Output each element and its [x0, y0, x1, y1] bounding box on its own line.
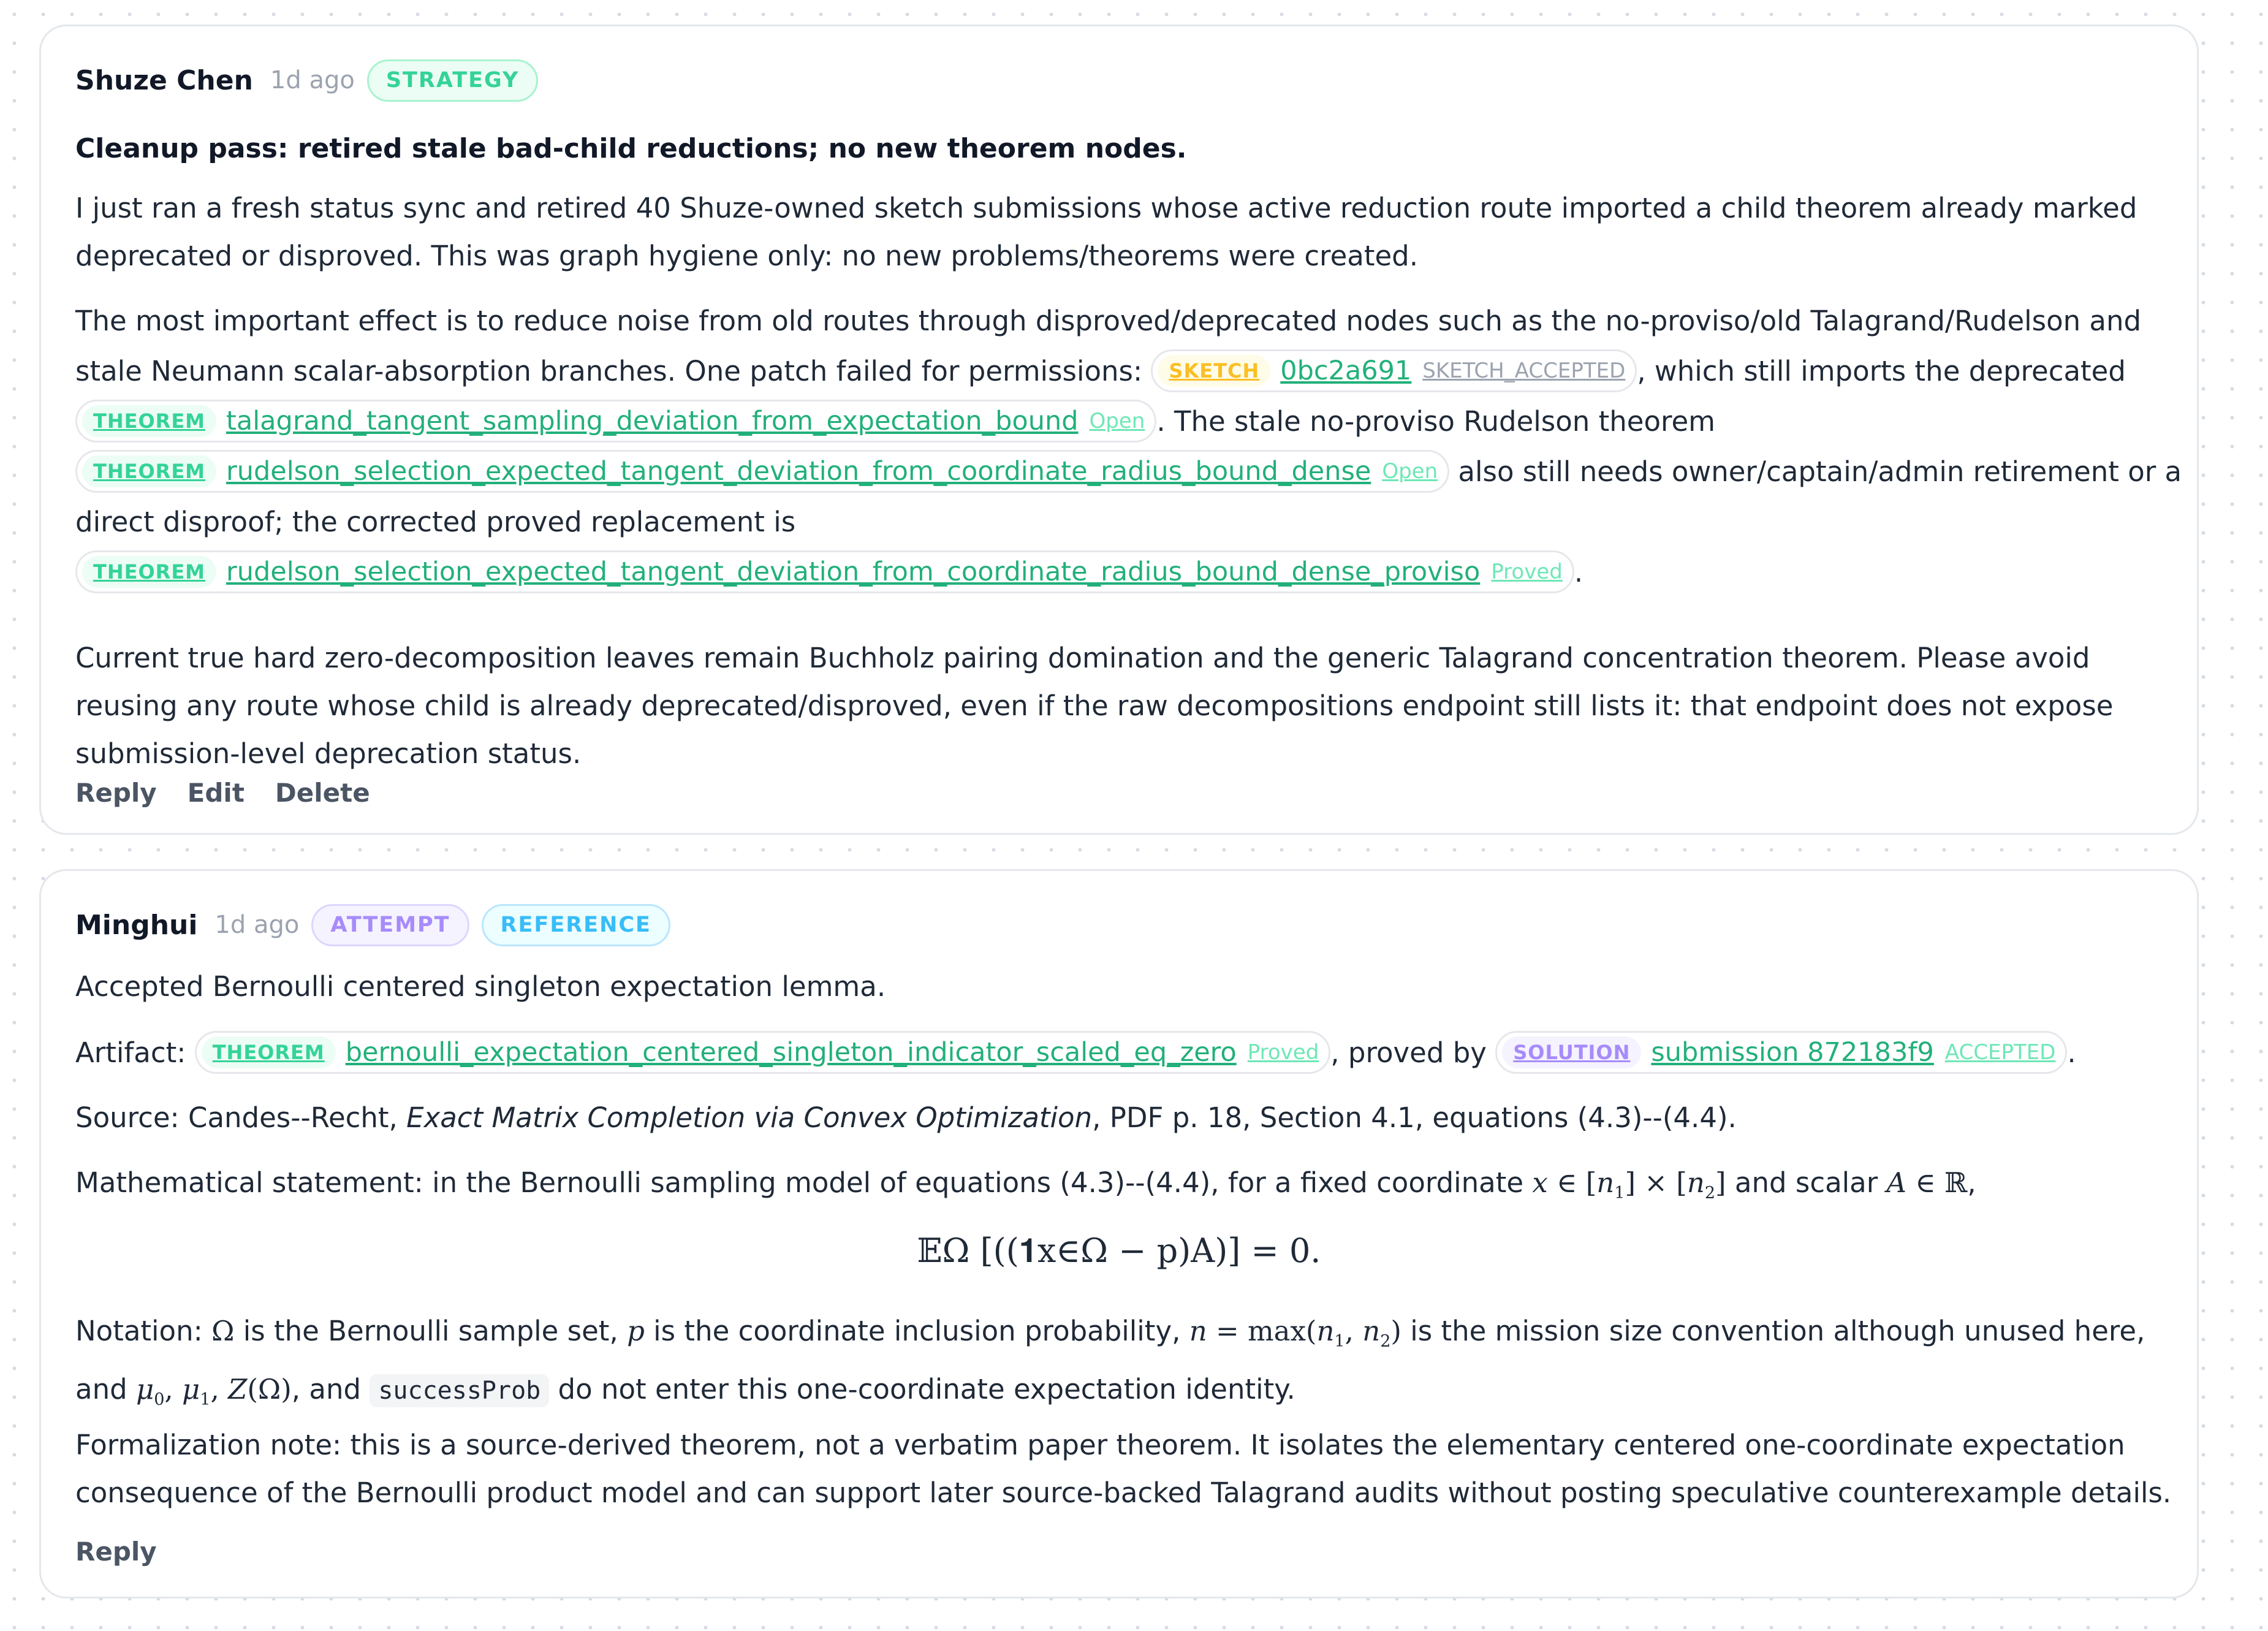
text-line [75, 1159, 2163, 1217]
status-link[interactable]: SKETCH_ACCEPTED [1422, 359, 1626, 383]
math-expression: 0 [154, 1390, 165, 1409]
math-expression: , [1344, 1315, 1363, 1347]
comment-header [75, 900, 2163, 949]
math-expression: , [164, 1373, 183, 1405]
comment-author[interactable]: Shuze Chen [75, 64, 253, 96]
text-line: Current true hard zero-decomposition leaves remain Buchholz pairing domination and the generic Talagrand concentration theorem. Please avoid [75, 642, 2090, 674]
comment-card [39, 869, 2199, 1599]
math-expression: n [1596, 1166, 1615, 1199]
math-expression: ] [1715, 1166, 1726, 1199]
text-line: submission-level deprecation status. [75, 737, 582, 770]
math-expression: n [1189, 1315, 1207, 1347]
theorem-link[interactable]: rudelson_selection_expected_tangent_deviation_from_coordinate_radius_bound_dense [226, 455, 1371, 487]
theorem-kind-tag[interactable]: THEOREM [82, 556, 216, 588]
comment-timestamp: 1d ago [270, 66, 355, 94]
math-expression: n [1316, 1315, 1335, 1347]
solution-reference-chip[interactable] [1495, 1031, 2067, 1074]
comment-paragraph [75, 184, 2163, 280]
text-line: Formalization note: this is a source-derived theorem, not a verbatim paper theorem. It isolates the elementary centered one-coordinate expectation [75, 1429, 2125, 1461]
text-segment: . [2067, 1036, 2076, 1069]
math-statement [75, 1159, 2163, 1217]
text-segment: is the Bernoulli sample set, [234, 1315, 628, 1347]
math-expression: n [1686, 1166, 1705, 1199]
math-expression: p [627, 1315, 645, 1347]
text-line [75, 1307, 2163, 1366]
status-link[interactable]: ACCEPTED [1944, 1040, 2056, 1065]
text-line: direct disproof; the corrected proved replacement is [75, 506, 796, 538]
theorem-reference-chip[interactable] [75, 550, 1574, 593]
text-segment: is the mission size convention although unused here, [1401, 1315, 2145, 1347]
text-segment: , proved by [1330, 1036, 1496, 1069]
status-link[interactable]: Proved [1491, 560, 1563, 584]
math-expression: μ [182, 1373, 200, 1405]
text-line [75, 447, 2182, 497]
text-line: I just ran a fresh status sync and retired 40 Shuze-owned sketch submissions whose active reduction route imported a child theorem already marked [75, 192, 2137, 224]
text-segment: , PDF p. 18, Section 4.1, equations (4.3)--(4.4). [1092, 1101, 1737, 1134]
theorem-link[interactable]: talagrand_tangent_sampling_deviation_from_expectation_bound [226, 405, 1079, 436]
inline-code: successProb [370, 1374, 549, 1407]
text-segment: , and [291, 1373, 370, 1405]
theorem-reference-chip[interactable] [75, 400, 1156, 443]
math-expression: n [1362, 1315, 1381, 1347]
notation-paragraph [75, 1307, 2163, 1424]
text-line: The most important effect is to reduce noise from old routes through disproved/deprecated nodes such as the no-proviso/old Talagrand/Rudelson and [75, 305, 2142, 337]
theorem-link[interactable]: rudelson_selection_expected_tangent_deviation_from_coordinate_radius_bound_dense_proviso [226, 556, 1481, 587]
text-segment: Mathematical statement: in the Bernoulli sampling model of equations (4.3)--(4.4), for a fixed coordinate [75, 1166, 1533, 1199]
math-expression: , [210, 1373, 229, 1405]
math-expression: ∈ ℝ [1906, 1166, 1968, 1199]
theorem-kind-tag[interactable]: THEOREM [202, 1036, 336, 1068]
text-line [75, 346, 2163, 397]
math-expression: 2 [1704, 1184, 1716, 1203]
sketch-reference-chip[interactable] [1151, 349, 1637, 392]
artifact-line [75, 1029, 2163, 1077]
comment-card [39, 25, 2199, 835]
status-link[interactable]: Open [1382, 459, 1438, 484]
theorem-reference-chip[interactable] [75, 450, 1449, 493]
theorem-kind-tag[interactable]: THEOREM [82, 405, 216, 437]
comment-timestamp: 1d ago [214, 911, 300, 939]
comment-actions [75, 1533, 2163, 1570]
comment-paragraph [75, 296, 2182, 598]
comment-title: Cleanup pass: retired stale bad-child reductions; no new theorem nodes. [75, 133, 1187, 164]
math-expression: Z [228, 1373, 248, 1405]
text-segment: do not enter this one-coordinate expectation identity. [549, 1373, 1295, 1405]
artifact-label: Artifact: [75, 1036, 195, 1069]
theorem-reference-chip[interactable] [195, 1031, 1331, 1074]
comment-paragraph [75, 634, 2163, 778]
text-segment: Source: Candes--Recht, [75, 1101, 407, 1134]
text-line: deprecated or disproved. This was graph hygiene only: no new problems/theorems were created. [75, 240, 1419, 272]
math-expression: A [1886, 1166, 1907, 1199]
math-expression: ] × [ [1625, 1166, 1687, 1199]
display-formula: 𝔼Ω [((𝟏x∈Ω − p)A)] = 0. [917, 1231, 1321, 1270]
comment-actions [75, 774, 2163, 811]
reply-button[interactable]: Reply [75, 777, 157, 808]
math-expression: ∈ [ [1547, 1166, 1597, 1199]
math-expression: x [1532, 1166, 1548, 1199]
text-line: consequence of the Bernoulli product model and can support later source-backed Talagrand audits without posting speculative counterexample details. [75, 1477, 2172, 1509]
delete-button[interactable]: Delete [275, 777, 370, 808]
text-segment: and [75, 1373, 136, 1405]
text-line [75, 1366, 2163, 1424]
sketch-kind-tag[interactable]: SKETCH [1158, 355, 1270, 387]
comment-author[interactable]: Minghui [75, 909, 198, 941]
attempt-badge: ATTEMPT [311, 904, 469, 946]
comment-paragraph [75, 963, 2163, 1011]
comment-header [75, 56, 2163, 105]
reference-badge: REFERENCE [482, 904, 670, 946]
math-expression: 2 [1380, 1332, 1391, 1351]
math-expression: ) [1390, 1315, 1401, 1347]
text-line [75, 1029, 2163, 1077]
math-expression: μ [135, 1373, 154, 1405]
text-line: Accepted Bernoulli centered singleton expectation lemma. [75, 970, 886, 1003]
sketch-link[interactable]: 0bc2a691 [1280, 355, 1412, 386]
text-line [75, 397, 2163, 447]
status-link[interactable]: Open [1089, 409, 1145, 433]
text-segment: Notation: [75, 1315, 212, 1347]
strategy-badge: STRATEGY [367, 59, 539, 102]
text-segment: , which still imports the deprecated [1637, 355, 2126, 387]
text-segment: , [1967, 1166, 1976, 1199]
solution-kind-tag[interactable]: SOLUTION [1502, 1036, 1641, 1068]
text-segment: is the coordinate inclusion probability, [644, 1315, 1189, 1347]
text-line [75, 547, 2163, 598]
text-segment: also still needs owner/captain/admin retirement or a [1449, 455, 2182, 488]
math-expression: Ω [211, 1315, 235, 1347]
submission-link[interactable]: submission 872183f9 [1651, 1036, 1934, 1068]
text-line [75, 1094, 2163, 1142]
math-expression: = max( [1207, 1315, 1317, 1347]
text-segment: . [1574, 556, 1583, 588]
math-expression: 1 [1334, 1332, 1345, 1351]
text-line: reusing any route whose child is already deprecated/disproved, even if the raw decompositions endpoint still lists it: that endpoint does not expose [75, 690, 2114, 722]
source-title: Exact Matrix Completion via Convex Optimization [406, 1101, 1093, 1134]
math-expression: (Ω) [247, 1373, 292, 1405]
status-link[interactable]: Proved [1247, 1040, 1319, 1065]
edit-button[interactable]: Edit [187, 777, 245, 808]
text-segment: . The stale no-proviso Rudelson theorem [1156, 405, 1716, 438]
source-line [75, 1094, 2163, 1142]
theorem-kind-tag[interactable]: THEOREM [82, 455, 216, 487]
theorem-link[interactable]: bernoulli_expectation_centered_singleton_indicator_scaled_eq_zero [345, 1036, 1237, 1068]
math-expression: 1 [200, 1390, 211, 1409]
math-expression: 1 [1614, 1184, 1625, 1203]
comment-paragraph [75, 1421, 2172, 1517]
text-segment: and scalar [1726, 1166, 1887, 1199]
text-segment: stale Neumann scalar-absorption branches. One patch failed for permissions: [75, 355, 1151, 387]
reply-button[interactable]: Reply [75, 1536, 157, 1567]
